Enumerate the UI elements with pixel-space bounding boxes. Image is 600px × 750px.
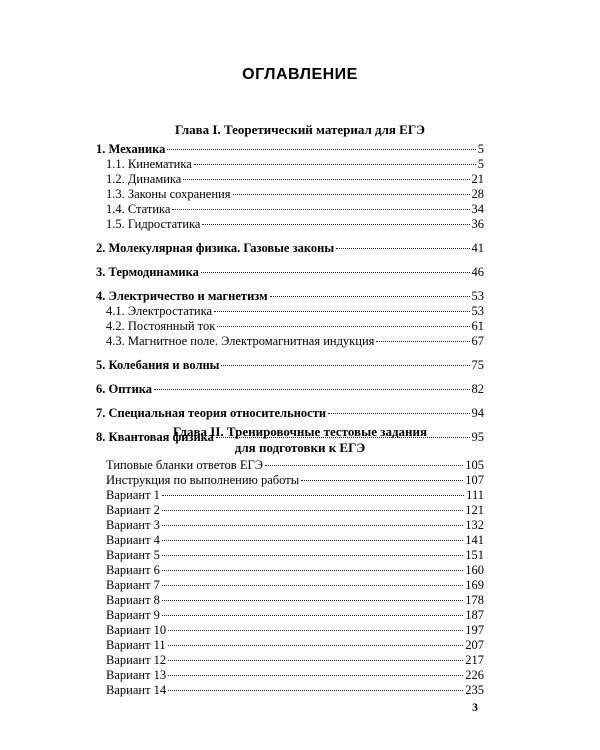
toc-entry-page: 160 xyxy=(465,563,484,577)
dot-leader xyxy=(217,326,469,327)
toc-entry-title: 1.2. Динамика xyxy=(106,172,182,186)
dot-leader xyxy=(376,341,469,342)
dot-leader xyxy=(168,645,464,646)
toc-entry[interactable] xyxy=(96,683,484,698)
toc-entry-page: 36 xyxy=(471,217,484,231)
toc-entry-title: 1.4. Статика xyxy=(106,202,171,216)
chapter-2-heading-line2: для подготовки к ЕГЭ xyxy=(234,440,366,455)
toc-entry[interactable] xyxy=(96,518,484,533)
toc-entry-page: 197 xyxy=(465,623,484,637)
toc-entry-page: 187 xyxy=(465,608,484,622)
toc-entry-page: 105 xyxy=(465,458,484,472)
dot-leader xyxy=(168,630,463,631)
toc-entry-page: 107 xyxy=(465,473,484,487)
toc-entry-title: Вариант 8 xyxy=(106,593,160,607)
dot-leader xyxy=(172,209,469,210)
toc-entry-page: 5 xyxy=(477,157,484,171)
dot-leader xyxy=(201,272,470,273)
toc-entry-title: Вариант 1 xyxy=(106,488,160,502)
toc-entry[interactable] xyxy=(96,533,484,548)
toc-entry-page: 141 xyxy=(465,533,484,547)
toc-entry[interactable] xyxy=(96,358,484,373)
toc-entry[interactable] xyxy=(96,653,484,668)
toc-entry-page: 34 xyxy=(471,202,484,216)
toc-entry-title: 1.3. Законы сохранения xyxy=(106,187,231,201)
toc-entry-page: 75 xyxy=(471,358,484,372)
toc-entry-title: Вариант 3 xyxy=(106,518,160,532)
toc-entry[interactable] xyxy=(96,638,484,653)
toc-entry[interactable] xyxy=(96,265,484,280)
dot-leader xyxy=(301,480,463,481)
toc-entry-title: Вариант 6 xyxy=(106,563,160,577)
dot-leader xyxy=(233,194,470,195)
toc-entry-page: 41 xyxy=(471,241,484,255)
toc-entry-title: Вариант 10 xyxy=(106,623,167,637)
toc-entry[interactable] xyxy=(96,608,484,623)
toc-entry-page: 207 xyxy=(465,638,484,652)
toc-entry-page: 121 xyxy=(465,503,484,517)
dot-leader xyxy=(270,296,470,297)
toc-entry-title: 1.1. Кинематика xyxy=(106,157,192,171)
toc-entry[interactable] xyxy=(96,593,484,608)
toc-entry-title: Вариант 4 xyxy=(106,533,160,547)
toc-entry-title: Типовые бланки ответов ЕГЭ xyxy=(106,458,263,472)
toc-entry[interactable] xyxy=(96,503,484,518)
toc-entry-page: 46 xyxy=(471,265,484,279)
toc-entry[interactable] xyxy=(96,563,484,578)
toc-entry-title: Вариант 12 xyxy=(106,653,167,667)
chapter-2-contents xyxy=(96,458,484,698)
toc-entry-title: Вариант 13 xyxy=(106,668,167,682)
dot-leader xyxy=(162,615,463,616)
dot-leader xyxy=(162,525,463,526)
toc-entry-page: 178 xyxy=(465,593,484,607)
toc-entry-page: 53 xyxy=(471,304,484,318)
toc-entry-page: 53 xyxy=(471,289,484,303)
dot-leader xyxy=(336,248,469,249)
toc-entry-title: 7. Специальная теория относительности xyxy=(96,406,327,420)
toc-entry-title: 6. Оптика xyxy=(96,382,153,396)
page-title: ОГЛАВЛЕНИЕ xyxy=(242,66,358,83)
toc-entry-title: 1. Механика xyxy=(96,142,166,156)
toc-entry-page: 132 xyxy=(465,518,484,532)
toc-entry[interactable] xyxy=(96,187,484,202)
toc-entry-title: 5. Колебания и волны xyxy=(96,358,220,372)
toc-entry[interactable] xyxy=(96,488,484,503)
toc-entry[interactable] xyxy=(96,406,484,421)
toc-entry[interactable] xyxy=(96,217,484,232)
dot-leader xyxy=(168,660,463,661)
toc-entry-title: Вариант 7 xyxy=(106,578,160,592)
toc-entry-title: 8. Квантовая физика xyxy=(96,430,214,444)
dot-leader xyxy=(214,311,469,312)
toc-entry-page: 94 xyxy=(471,406,484,420)
toc-entry-page: 95 xyxy=(471,430,484,444)
toc-entry[interactable] xyxy=(96,304,484,319)
toc-entry[interactable] xyxy=(96,241,484,256)
dot-leader xyxy=(202,224,469,225)
dot-leader xyxy=(328,413,469,414)
toc-entry-title: 1.5. Гидростатика xyxy=(106,217,201,231)
toc-entry-page: 111 xyxy=(466,488,484,502)
dot-leader xyxy=(154,389,469,390)
dot-leader xyxy=(162,570,463,571)
toc-entry[interactable] xyxy=(96,623,484,638)
chapter-2-heading-line1: Глава II. Тренировочные тестовые задания xyxy=(172,424,428,439)
toc-entry[interactable] xyxy=(96,289,484,304)
dot-leader xyxy=(168,690,463,691)
chapter-1-heading: Глава I. Теоретический материал для ЕГЭ xyxy=(175,122,425,137)
dot-leader xyxy=(167,149,475,150)
toc-entry[interactable] xyxy=(96,319,484,334)
chapter-1-contents xyxy=(96,142,484,445)
toc-entry-page: 5 xyxy=(477,142,484,156)
dot-leader xyxy=(183,179,469,180)
dot-leader xyxy=(168,675,463,676)
toc-entry-title: Вариант 14 xyxy=(106,683,167,697)
dot-leader xyxy=(162,600,463,601)
dot-leader xyxy=(265,465,463,466)
dot-leader xyxy=(162,585,463,586)
dot-leader xyxy=(162,495,464,496)
toc-entry-page: 82 xyxy=(471,382,484,396)
dot-leader xyxy=(194,164,476,165)
toc-entry[interactable] xyxy=(96,473,484,488)
toc-entry-title: 4.1. Электростатика xyxy=(106,304,213,318)
toc-entry[interactable] xyxy=(96,142,484,157)
dot-leader xyxy=(162,540,463,541)
toc-entry-title: Инструкция по выполнению работы xyxy=(106,473,300,487)
toc-entry-title: 4. Электричество и магнетизм xyxy=(96,289,268,303)
dot-leader xyxy=(162,510,463,511)
toc-entry-title: 4.3. Магнитное поле. Электромагнитная индукция xyxy=(106,334,375,348)
toc-entry[interactable] xyxy=(96,334,484,349)
toc-entry-page: 217 xyxy=(465,653,484,667)
toc-entry-title: 4.2. Постоянный ток xyxy=(106,319,216,333)
toc-entry-title: 2. Молекулярная физика. Газовые законы xyxy=(96,241,335,255)
toc-entry-page: 235 xyxy=(465,683,484,697)
toc-entry-page: 61 xyxy=(471,319,484,333)
toc-entry[interactable] xyxy=(96,157,484,172)
toc-entry-title: Вариант 9 xyxy=(106,608,160,622)
toc-entry[interactable] xyxy=(96,548,484,563)
toc-entry-page: 226 xyxy=(465,668,484,682)
toc-entry[interactable] xyxy=(96,668,484,683)
toc-entry-title: 3. Термодинамика xyxy=(96,265,199,279)
toc-entry[interactable] xyxy=(96,458,484,473)
dot-leader xyxy=(162,555,463,556)
dot-leader xyxy=(221,365,469,366)
toc-entry-page: 151 xyxy=(465,548,484,562)
toc-entry-page: 67 xyxy=(471,334,484,348)
toc-entry[interactable] xyxy=(96,172,484,187)
toc-entry-title: Вариант 5 xyxy=(106,548,160,562)
page-number: 3 xyxy=(472,700,478,714)
chapter-2-heading xyxy=(0,424,600,456)
toc-entry-page: 169 xyxy=(465,578,484,592)
toc-entry[interactable] xyxy=(96,382,484,397)
toc-entry-page: 21 xyxy=(471,172,484,186)
toc-entry-title: Вариант 11 xyxy=(106,638,166,652)
toc-entry-page: 28 xyxy=(471,187,484,201)
toc-entry-title: Вариант 2 xyxy=(106,503,160,517)
toc-entry[interactable] xyxy=(96,202,484,217)
toc-entry[interactable] xyxy=(96,578,484,593)
